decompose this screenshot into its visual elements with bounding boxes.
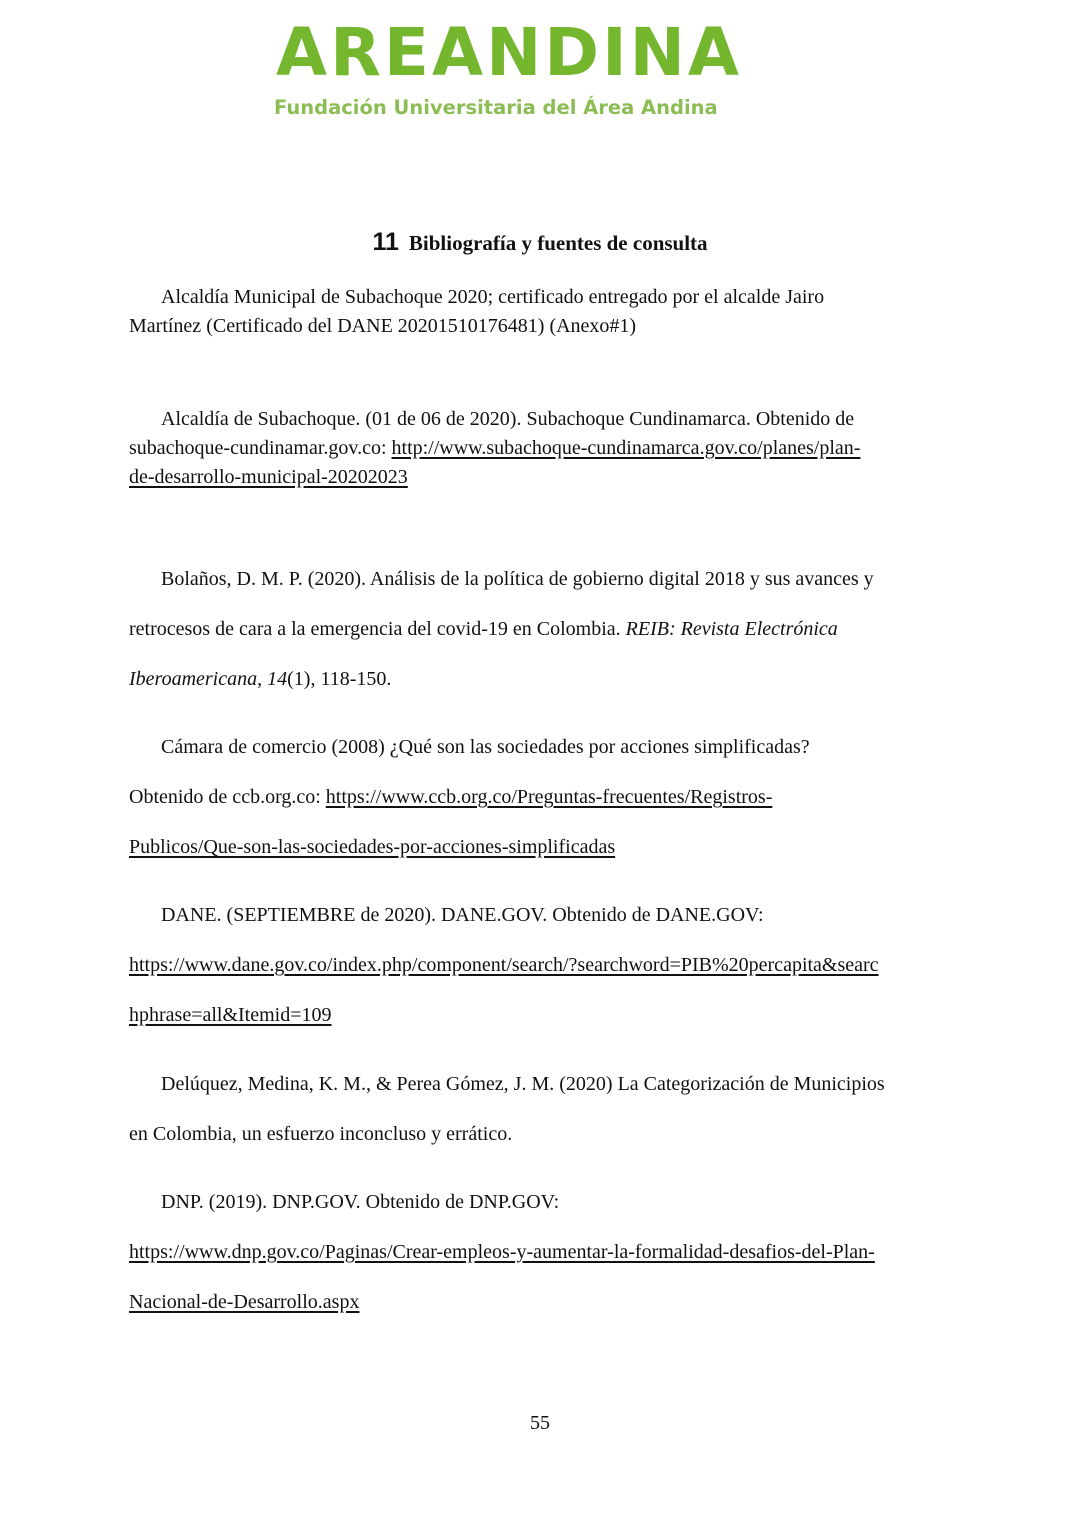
- reference-alcaldia-subachoque: [129, 405, 951, 492]
- reference-alcaldia-municipal: [129, 283, 951, 341]
- reference-line: [129, 772, 951, 822]
- reference-line: Delúquez, Medina, K. M., & Perea Gómez, J. M. (2020) La Categorización de Municipios: [161, 1073, 885, 1095]
- section-number: 11: [372, 228, 399, 256]
- reference-text: subachoque-cundinamar.gov.co:: [129, 437, 392, 459]
- reference-line: [129, 1277, 951, 1327]
- reference-line: en Colombia, un esfuerzo inconcluso y errático.: [129, 1123, 513, 1145]
- reference-line: Bolaños, D. M. P. (2020). Análisis de la política de gobierno digital 2018 y sus avances y: [161, 568, 874, 590]
- reference-link[interactable]: http://www.subachoque-cundinamarca.gov.co/planes/plan-: [391, 437, 861, 459]
- reference-link[interactable]: hphrase=all&Itemid=109: [129, 1004, 332, 1026]
- journal-title: Iberoamericana: [129, 668, 258, 690]
- page-number: 55: [530, 1412, 550, 1434]
- reference-line: Martínez (Certificado del DANE 20201510176481) (Anexo#1): [129, 315, 637, 337]
- reference-line: [129, 434, 951, 463]
- reference-line: [129, 463, 951, 492]
- reference-link[interactable]: de-desarrollo-municipal-20202023: [129, 466, 408, 488]
- reference-camara-comercio: [129, 722, 951, 872]
- reference-link[interactable]: Publicos/Que-son-las-sociedades-por-acciones-simplificadas: [129, 836, 616, 858]
- reference-text: Obtenido de ccb.org.co:: [129, 786, 326, 808]
- section-title: Bibliografía y fuentes de consulta: [408, 231, 708, 255]
- reference-line: DANE. (SEPTIEMBRE de 2020). DANE.GOV. Obtenido de DANE.GOV:: [161, 904, 764, 926]
- reference-text: ,: [257, 668, 268, 690]
- areandina-logo: [270, 12, 742, 122]
- reference-link[interactable]: https://www.dane.gov.co/index.php/component/search/?searchword=PIB%20percapita&searc: [129, 954, 879, 976]
- reference-line: [129, 990, 951, 1040]
- reference-text: retrocesos de cara a la emergencia del covid-19 en Colombia.: [129, 618, 626, 640]
- reference-link[interactable]: https://www.dnp.gov.co/Paginas/Crear-empleos-y-aumentar-la-formalidad-desafios-del-Plan-: [129, 1241, 875, 1263]
- reference-line: [129, 822, 951, 872]
- reference-deluquez: [129, 1059, 951, 1159]
- reference-link[interactable]: https://www.ccb.org.co/Preguntas-frecuentes/Registros-: [325, 786, 773, 808]
- section-heading: [0, 228, 1080, 257]
- reference-line: [129, 604, 951, 654]
- journal-volume: 14: [267, 668, 288, 690]
- reference-text: (1), 118-150.: [287, 668, 392, 690]
- reference-link[interactable]: Nacional-de-Desarrollo.aspx: [129, 1291, 360, 1313]
- reference-line: [129, 940, 951, 990]
- logo-wordmark: AREANDINA: [276, 14, 742, 91]
- reference-line: DNP. (2019). DNP.GOV. Obtenido de DNP.GOV:: [161, 1191, 560, 1213]
- logo-subtitle: Fundación Universitaria del Área Andina: [274, 96, 718, 119]
- reference-line: Cámara de comercio (2008) ¿Qué son las sociedades por acciones simplificadas?: [161, 736, 810, 758]
- reference-dnp: [129, 1177, 951, 1327]
- reference-line: Alcaldía Municipal de Subachoque 2020; certificado entregado por el alcalde Jairo: [161, 286, 825, 308]
- reference-line: [129, 1227, 951, 1277]
- journal-title: REIB: Revista Electrónica: [625, 618, 838, 640]
- reference-line: [129, 654, 951, 704]
- reference-dane: [129, 890, 951, 1040]
- reference-bolanos: [129, 554, 951, 704]
- reference-line: Alcaldía de Subachoque. (01 de 06 de 2020). Subachoque Cundinamarca. Obtenido de: [161, 408, 855, 430]
